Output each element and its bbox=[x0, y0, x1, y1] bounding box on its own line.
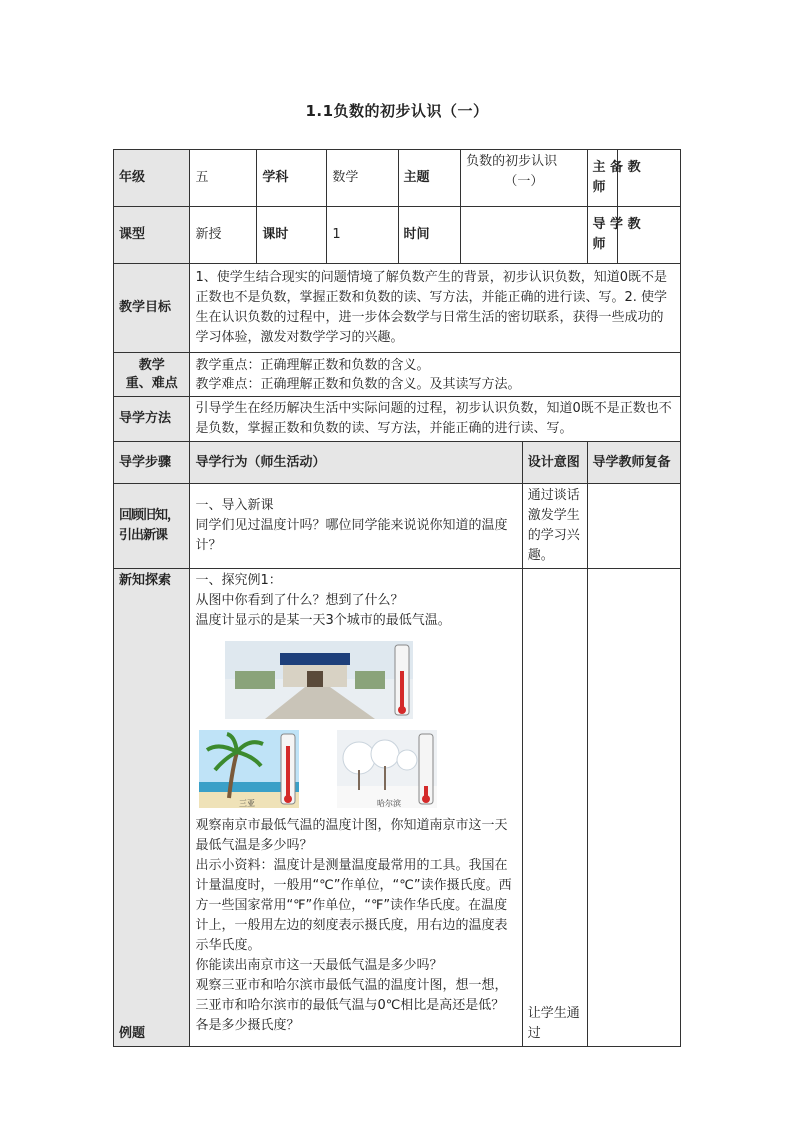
explore-step-notes bbox=[587, 569, 680, 1047]
lead-teacher-label: 主 备 教 师 bbox=[587, 150, 618, 207]
keypoints-text bbox=[190, 353, 681, 397]
method-label: 导学方法 bbox=[114, 397, 190, 442]
review-header: 导学教师复备 bbox=[587, 442, 680, 484]
topic-label: 主题 bbox=[398, 150, 461, 207]
lesson-plan-table bbox=[113, 149, 681, 1047]
review-step-content bbox=[190, 484, 522, 569]
time-label: 时间 bbox=[398, 207, 461, 264]
explore-label-top: 新知探索 bbox=[119, 573, 172, 588]
example-question: 从图中你看到了什么？想到了什么？ bbox=[195, 593, 404, 608]
focus-text: 教学重点：正确理解正数和负数的含义。 bbox=[195, 357, 430, 373]
nanjing-question: 观察南京市最低气温的温度计图，你知道南京市这一天最低气温是多少吗？ bbox=[195, 818, 508, 853]
topic-value bbox=[461, 150, 587, 207]
intro-question: 同学们见过温度计吗？哪位同学能来说说你知道的温度计？ bbox=[195, 518, 508, 553]
behavior-header: 导学行为（师生活动） bbox=[190, 442, 522, 484]
method-text: 引导学生在经历解决生活中实际问题的过程，初步认识负数，知道0既不是正数也不是负数，掌握正数和负数的读、写方法，并能正确的进行读、写。 bbox=[190, 397, 681, 442]
sanya-caption: 三亚 bbox=[239, 799, 256, 808]
example-description: 温度计显示的是某一天3个城市的最低气温。 bbox=[195, 613, 451, 628]
goals-label: 教学目标 bbox=[114, 264, 190, 353]
explore-step-label bbox=[114, 569, 190, 1047]
review-step-intent: 通过谈话激发学生的学习兴趣。 bbox=[522, 484, 587, 569]
review-step-notes bbox=[587, 484, 680, 569]
goals-text: 1、使学生结合现实的问题情境了解负数产生的背景，初步认识负数，知道0既不是正数也不是负数，掌握正数和负数的读、写方法，并能正确的进行读、写。2. 使学生在认识负数的过程中，进一步体会数学与日常生活的密切联系，获得一些成功的学习体验，激发对数学学习的兴趣。 bbox=[190, 264, 681, 353]
period-value: 1 bbox=[327, 207, 398, 264]
compare-question: 观察三亚市和哈尔滨市最低气温的温度计图，想一想，三亚市和哈尔滨市的最低气温与0℃相比是高还是低？各是多少摄氏度？ bbox=[195, 978, 508, 1033]
lead-teacher-value bbox=[618, 150, 681, 207]
type-value: 新授 bbox=[190, 207, 257, 264]
intent-header: 设计意图 bbox=[522, 442, 587, 484]
explore-step-content bbox=[190, 569, 522, 1047]
grade-value: 五 bbox=[190, 150, 257, 207]
period-label: 课时 bbox=[257, 207, 327, 264]
temperature-info: 出示小资料：温度计是测量温度最常用的工具。我国在计量温度时，一般用“℃”作单位，“℃”读作摄氏度。西方一些国家常用“℉”作单位，“℉”读作华氏度。在温度计上，一般用左边的刻度表示摄氏度，用右边的温度表示华氏度。 bbox=[195, 858, 512, 953]
subject-value: 数学 bbox=[327, 150, 398, 207]
difficulty-text: 教学难点：正确理解正数和负数的含义。及其读写方法。 bbox=[195, 376, 521, 392]
keypoints-label: 教学 重、难点 bbox=[114, 353, 190, 397]
intro-heading: 一、导入新课 bbox=[195, 498, 274, 513]
nanjing-photo bbox=[225, 641, 413, 719]
steps-header: 导学步骤 bbox=[114, 442, 190, 484]
city-temperature-figure bbox=[195, 635, 516, 810]
page-title: 1.1负数的初步认识（一） bbox=[305, 102, 489, 120]
review-step-label: 回顾旧知，引出新课 bbox=[114, 484, 190, 569]
grade-label: 年级 bbox=[114, 150, 190, 207]
time-value bbox=[461, 207, 587, 264]
guide-teacher-label: 导 学 教 师 bbox=[587, 207, 618, 264]
subject-label: 学科 bbox=[257, 150, 327, 207]
explore-step-intent: 让学生通过 bbox=[522, 569, 587, 1047]
example-label: 例题 bbox=[119, 1026, 146, 1041]
harbin-caption: 哈尔滨 bbox=[377, 799, 402, 808]
type-label: 课型 bbox=[114, 207, 190, 264]
nanjing-read-question: 你能读出南京市这一天最低气温是多少吗？ bbox=[195, 958, 443, 973]
guide-teacher-value bbox=[618, 207, 681, 264]
topic-value-line2: （一） bbox=[504, 174, 544, 189]
harbin-photo bbox=[337, 730, 437, 808]
example-heading: 一、探究例1： bbox=[195, 573, 282, 588]
topic-value-line1: 负数的初步认识 bbox=[466, 154, 558, 169]
sanya-photo bbox=[199, 730, 299, 808]
